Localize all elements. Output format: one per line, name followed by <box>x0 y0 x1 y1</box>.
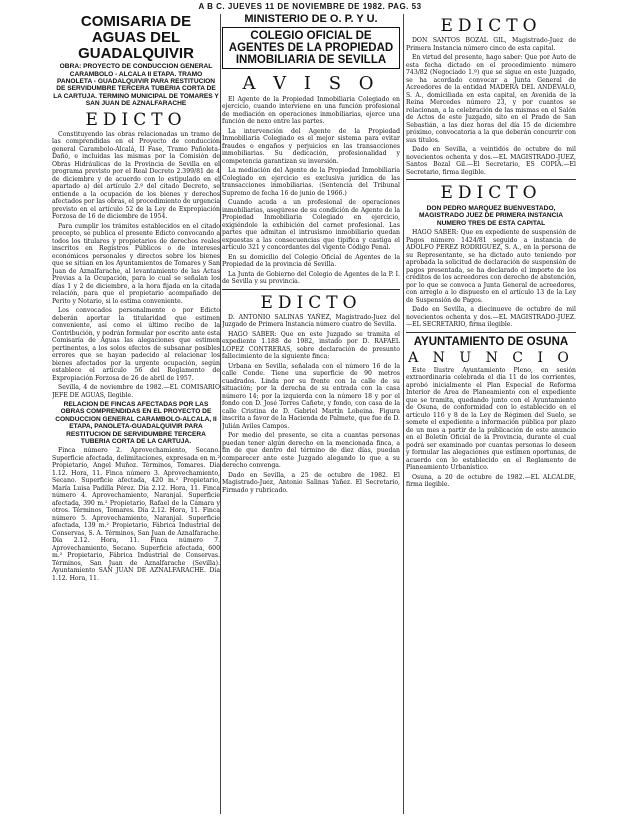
ministerio-title: MINISTERIO DE O. P. Y U. <box>244 14 378 25</box>
colegio-title: COLEGIO OFICIAL DE AGENTES DE LA PROPIEDAD INMOBILIARIA DE SEVILLA <box>228 29 394 66</box>
paragraph: En su domicilio del Colegio Oficial de Agentes de la Propiedad de la provincia de Sevilla. <box>222 253 400 269</box>
column-rule <box>220 14 221 814</box>
paragraph: Constituyendo las obras relacionadas un tramo de las comprendidas en el Proyecto de conducción general Carambolo-Alcalá, II Fase, Tramo Pañoleta-Dañó, e incluidas las mismas por la Comisión de Obras Hidráulicas de la Provincia de Sevilla en el programa previsto por el Real Decreto 2.399/81 de 4 de diciembre y de acuerdo con lo estipulado en el apartado a) del artículo 2.º del citado Decreto, se entiende a la ocupación de los bienes y derechos afectados por las obras, el procedimiento de urgencia previsto en el artículo 52 de la Ley de Expropiación Forzosa de 16 de diciembre de 1954. <box>52 130 220 220</box>
paragraph: Urbana en Sevilla, señalada con el número 16 de la calle Conde. Tiene una superficie de 90 metros cuadrados. Linda por su frente con la calle de su situación; por la derecha de su entrada con la casa número 14; por la izquierda con la número 18 y por el fondo con D. José Torres Cañete, y fondo, con casa de la calle Cristina de D. Gabriel Martín Lobeina. Figura inscrita a favor de la Hacienda de Palmete, que fue de D. Julián Aviles Campos. <box>222 362 400 430</box>
comisaria-subtitle: OBRA: PROYECTO DE CONDUCCION GENERAL CARAMBOLO - ALCALA II ETAPA. TRAMO PANOLETA - GUADALQUIVIR PARA RESTITUCION DE SERVIDUMBRE TERCERA TUBERIA CORTA DE LA CARTUJA. TERMINO MUNICIPAL DE TOMARES Y SAN JUAN DE AZNALFARACHE <box>53 63 219 108</box>
relacion-text: Finca número 2. Aprovechamiento, Secano. Superficie afectada, delimitaciones, expresada en m.² Propietario, Angel Muñoz. Términos, Tomares. Día 1.12. Hora, 11. Finca número 3. Aprovechamiento, Secano. Superficie afectada, 420 m.² Propietario, María Luisa Padilla Pérez. Día 2.12. Hora, 11. Finca número 4. Aprovechamiento, Naranjal. Superficie afectada, 390 m.² Propietario, Rafael de la Cámara y otros. Términos, Tomares. Día 2.12. Hora, 11. Finca número 5. Aprovechamiento, Naranjal. Superficie afectada, 139 m.² Propietario, Fábrica Industrial de Conservas, S. A. Términos, San Juan de Aznalfarache. Día 2.12. Hora, 11. Finca número 7. Aprovechamiento, Secano. Superficie afectada, 600 m.² Propietario, Fábrica Industrial de Conservas. Términos, San Juan de Aznalfarache (Sevilla). Ayuntamiento SAN JUAN DE AZNALFARACHE. Día 1.12. Hora, 11. <box>52 447 220 582</box>
divider <box>406 179 576 180</box>
column-edictos <box>406 14 576 814</box>
paragraph: Cuando acuda a un profesional de operaciones inmobiliarias, asegúrese de su condición de Agente de la Propiedad Inmobiliaria Colegiado en ejercicio, exigiéndole la exhibición del carnet profesional. Las partes que admitan el intrusismo inmobiliario quedan expuestas a las consecuencias que tipifica y castiga el artículo 321 y concordantes del vigente Código Penal. <box>222 199 400 252</box>
paragraph: El Agente de la Propiedad Inmobiliaria Colegiado en ejercicio, cuando interviene en una función profesional de mediación en operaciones inmobiliarias, ejerce una función de nexo entre las partes. <box>222 95 400 126</box>
comisaria-title: COMISARIA DE AGUAS DEL GUADALQUIVIR <box>78 14 194 62</box>
column-colegio <box>222 14 400 814</box>
aviso-heading: A V I S O <box>242 72 380 94</box>
paragraph: HAGO SABER: Que en este Juzgado se tramita el expediente 1.188 de 1982, instado por D. RAFAEL LOPEZ CONTRERAS, sobre declaración de presunto fallecimiento de la siguiente finca: <box>222 330 400 361</box>
paragraph: Sevilla, 4 de noviembre de 1982.—EL COMISARIO JEFE DE AGUAS, Ilegible. <box>52 384 220 399</box>
edicto-heading: EDICTO <box>85 109 187 130</box>
paragraph: D. ANTONIO SALINAS YAÑEZ, Magistrado-Juez del Juzgado de Primera Instancia número cuatro de Sevilla. <box>222 313 400 329</box>
paragraph: Para cumplir los trámites establecidos en el citado precepto, se publica el presente Edicto convocando a todos los titulares y propietarios de derechos reales inscritos en Registros Públicos o de intereses económicos personales y directos sobre los bienes que se sitúan en los Ayuntamientos de Tomares y San Juan de Aznalfarache, al levantamiento de las Actas Previas a la Ocupación, para lo cual se señalan los días 1 y 2 de diciembre, a la hora fijada en la citada relación, para que el propietario acompañado de Perito y Notario, si lo estima conveniente. <box>52 222 220 305</box>
edicto-heading: EDICTO <box>260 292 362 313</box>
paragraph: La mediación del Agente de la Propiedad Inmobiliaria Colegiado en ejercicio es exclusiva jurídica de las transacciones inmobiliarias. (Sentencia del Tribunal Supremo de fecha 16 de junio de 1966.) <box>222 167 400 197</box>
edicto-heading: EDICTO <box>440 183 542 203</box>
edicto-subtitle: DON PEDRO MARQUEZ BUENVESTADO, MAGISTRADO JUEZ DE PRIMERA INSTANCIA NUMERO TRES DE ESTA CAPITAL <box>419 205 563 227</box>
page-header: A B C. JUEVES 11 DE NOVIEMBRE DE 1982. PAG. 53 <box>198 2 422 11</box>
paragraph: Dado en Sevilla, a diecinueve de octubre de mil novecientos ochenta y dos.—EL MAGISTRADO-JUEZ.—EL SECRETARIO, firma ilegible. <box>406 306 576 329</box>
paragraph: DON SANTOS BOZAL GIL, Magistrado-Juez de Primera Instancia número cinco de esta capital. <box>406 37 576 52</box>
anuncio-heading: A N U N C I O <box>408 349 574 366</box>
divider <box>406 332 576 333</box>
ayuntamiento-title: AYUNTAMIENTO DE OSUNA <box>413 335 569 348</box>
paragraph: Osuna, a 20 de octubre de 1982.—EL ALCALDE, firma ilegible. <box>406 473 576 489</box>
column-rule <box>403 14 404 814</box>
paragraph: HAGO SABER: Que en expediente de suspensión de Pagos número 1424/81 seguido a instancia de ADOLFO PEREZ RODRIGUEZ, S. A., en la persona de su Representante, se ha dictado auto teniendo por aprobada la solicitud de declaración de suspensión de pagos presentada, se ha declarado el importe de los créditos de los acreedores con derecho de abstención, por lo que se convoca a Junta General de acreedores, con arreglo a lo dispuesto en el artículo 13 de la Ley de Suspensión de Pagos. <box>406 229 576 304</box>
paragraph: La Junta de Gobierno del Colegio de Agentes de la P. I. de Sevilla y su provincia. <box>222 270 400 286</box>
paragraph: Este Ilustre Ayuntamiento Pleno, en sesión extraordinaria celebrada el día 11 de los corrientes, aprobó inicialmente el Plan Especial de Reforma Interior de Área de Planeamiento con el expediente que se tramita, quedando junto con el Ayuntamiento de Osuna, de conformidad con lo establecido en el artículo 116 y 8 de la Ley de Régimen del Suelo, se somete el expediente a información pública por plazo de un mes a partir de la publicación de este anuncio en el Boletín Oficial de la Provincia, durante el cual podrá ser examinado por cuantas personas lo deseen y formular las alegaciones que estimen oportunas, de acuerdo con lo establecido en el Reglamento de Planeamiento Urbanístico. <box>406 366 576 472</box>
paragraph: Dado en Sevilla, a 25 de octubre de 1982. El Magistrado-Juez, Antonio Salinas Yañez. El Secretario, Firmado y rubricado. <box>222 471 400 494</box>
paragraph: La intervención del Agente de la Propiedad Inmobiliaria Colegiado es el mejor sistema para evitar fraudes o engaños y perjuicios en las transacciones inmobiliarias. Su dedicación, profesionalidad y competencia garantizan su inversión. <box>222 127 400 165</box>
paragraph: Dado en Sevilla, a veintidós de octubre de mil novecientos ochenta y dos.—EL MAGISTRADO-JUEZ, Santos Bozal Gil.—El Secretario, ES COPIA.—El Secretario, firma ilegible. <box>406 146 576 176</box>
relacion-title: RELACION DE FINCAS AFECTADAS POR LAS OBRAS COMPRENDIDAS EN EL PROYECTO DE CONDUCCION GENERAL CARAMBOLO-ALCALA, II ETAPA, PANOLETA-GUADALQUIVIR PARA RESTITUCION DE SERVIDUMBRE TERCERA TUBERIA CORTA DE LA CARTUJA. <box>55 401 217 445</box>
paragraph: En virtud del presente, hago saber: Que por Auto de esta fecha dictado en el procedimiento número 743/82 (Negociado 1.º) que se sigue en este Juzgado, se ha acordado convocar a Junta General de Acreedores de la entidad MADERA DEL ANDÉVALO, S. A., domiciliada en esta capital, en Avenida de la Reina Mercedes número 23, y por cuantos se relacionan, a la celebración de las mismas en el Salón de Actos de este Juzgado, sito en el Prado de San Sebastián, a las diez horas del día 15 de diciembre próximo, convocatoria a la que deberán concurrir con sus títulos. <box>406 54 576 144</box>
column-comisaria <box>52 14 220 814</box>
edicto-heading: EDICTO <box>440 16 542 36</box>
colegio-box <box>222 27 400 69</box>
paragraph: Los convocados personalmente o por Edicto deberán aportar la titularidad que estimen conveniente, así como el último recibo de la Contribución, y podrán formular por escrito ante esta Comisaría de Aguas las alegaciones que estimen pertinentes, a los solos efectos de subsanar posibles errores que se hayan padecido al relacionar los bienes afectados por la urgente ocupación, según establece el artículo 56 del Reglamento de Expropiación Forzosa de 26 de abril de 1957. <box>52 307 220 382</box>
divider <box>222 289 400 290</box>
paragraph: Por medio del presente, se cita a cuantas personas puedan tener algún derecho en la mencionada finca, a fin de que dentro del término de diez días, puedan comparecer ante este Juzgado alegando lo que a su derecho convenga. <box>222 432 400 470</box>
